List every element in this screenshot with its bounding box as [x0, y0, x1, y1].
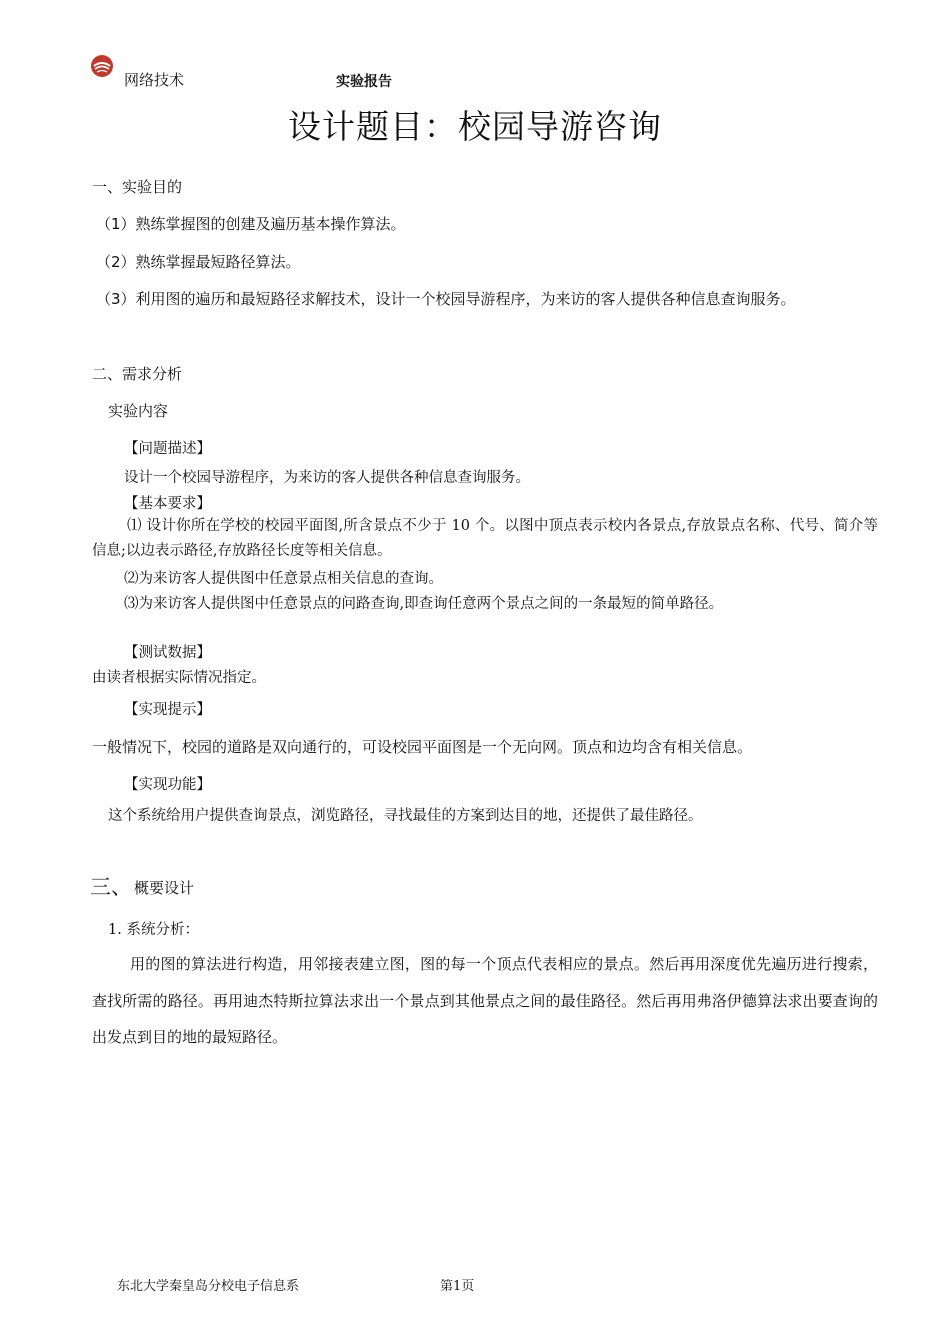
- header-department: 网络技术: [124, 71, 185, 89]
- implementation-hint-text: 一般情况下，校园的道路是双向通行的，可设校园平面图是一个无向网。顶点和边均含有相关信息。: [92, 738, 753, 756]
- footer-school: 东北大学秦皇岛分校电子信息系: [117, 1279, 300, 1294]
- test-data-text: 由读者根据实际情况指定。: [92, 670, 266, 686]
- requirement-2: ⑵为来访客人提供图中任意景点相关信息的查询。: [124, 571, 443, 587]
- requirement-1: ⑴ 设计你所在学校的校园平面图,所含景点不少于 10 个。以图中顶点表示校内各景点,存放景点名称、代号、简介等信息;以边表示路径,存放路径长度等相关信息。: [92, 518, 878, 559]
- subheading-experiment-content: 实验内容: [108, 402, 169, 420]
- school-logo-icon: [90, 54, 114, 78]
- label-implemented-features: 【实现功能】: [124, 777, 211, 793]
- section-heading-number: 三、: [90, 875, 132, 899]
- system-analysis-paragraph: 用的图的算法进行构造，用邻接表建立图，图的每一个顶点代表相应的景点。然后再用深度优先遍历进行搜索，查找所需的路径。再用迪杰特斯拉算法求出一个景点到其他景点之间的最佳路径。然后再用弗洛伊德算法求出要查询的出发点到目的地的最短路径。: [92, 955, 878, 1046]
- header-report-label: 实验报告: [336, 74, 392, 90]
- label-problem-description: 【问题描述】: [124, 441, 211, 457]
- page-title: 设计题目：校园导游咨询: [288, 107, 662, 146]
- purpose-item: （1）熟练掌握图的创建及遍历基本操作算法。: [96, 215, 406, 233]
- label-basic-requirements: 【基本要求】: [124, 496, 211, 512]
- label-implementation-hint: 【实现提示】: [124, 702, 211, 718]
- purpose-item: （2）熟练掌握最短路径算法。: [96, 253, 301, 271]
- footer-page-number: 第1页: [440, 1279, 475, 1294]
- subsection-system-analysis: 1. 系统分析：: [108, 922, 199, 938]
- section-heading-purpose: 一、实验目的: [92, 178, 183, 196]
- label-test-data: 【测试数据】: [124, 645, 211, 661]
- section-heading-overview-design: 概要设计: [134, 879, 195, 897]
- problem-description-text: 设计一个校园导游程序，为来访的客人提供各种信息查询服务。: [124, 470, 530, 486]
- requirement-3: ⑶为来访客人提供图中任意景点的问路查询,即查询任意两个景点之间的一条最短的简单路径。: [124, 596, 724, 612]
- section-heading-requirements: 二、需求分析: [92, 365, 183, 383]
- implemented-features-text: 这个系统给用户提供查询景点，浏览路径，寻找最佳的方案到达目的地，还提供了最佳路径。: [108, 808, 703, 824]
- purpose-item: （3）利用图的遍历和最短路径求解技术，设计一个校园导游程序，为来访的客人提供各种信息查询服务。: [96, 290, 796, 308]
